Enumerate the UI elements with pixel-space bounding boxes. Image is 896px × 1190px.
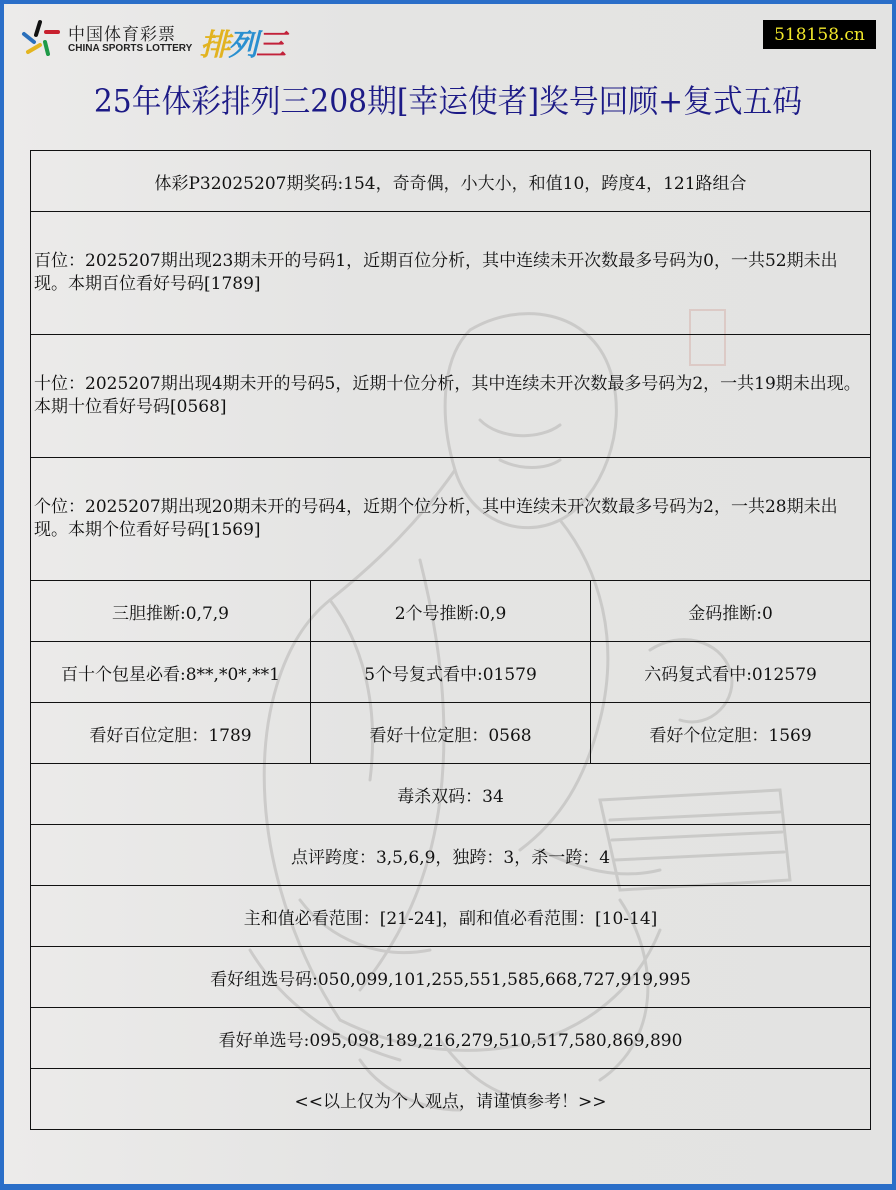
table-row	[31, 947, 871, 1008]
hundreds-fixed-gall: 看好百位定胆：1789	[31, 703, 311, 764]
table-row	[31, 581, 871, 642]
table-row	[31, 151, 871, 212]
two-number-prediction: 2个号推断:0,9	[311, 581, 591, 642]
prediction-table	[30, 150, 871, 1130]
table-row	[31, 458, 871, 581]
lottery-star-icon	[20, 18, 62, 60]
game-name-logo	[200, 20, 284, 64]
table-row	[31, 1069, 871, 1130]
span-review: 点评跨度：3,5,6,9，独跨：3，杀一跨：4	[31, 825, 871, 886]
logo-en-text: CHINA SPORTS LOTTERY	[68, 43, 193, 54]
position-star-picks: 百十个包星必看:8**,*0*,**1	[31, 642, 311, 703]
kill-pair: 毒杀双码：34	[31, 764, 871, 825]
disclaimer: <<以上仅为个人观点，请谨慎参考！>>	[31, 1069, 871, 1130]
game-name-part-1: 排	[200, 28, 228, 63]
table-row	[31, 335, 871, 458]
tens-fixed-gall: 看好十位定胆：0568	[311, 703, 591, 764]
table-row	[31, 642, 871, 703]
three-gall-prediction: 三胆推断:0,7,9	[31, 581, 311, 642]
table-row	[31, 886, 871, 947]
tens-analysis: 十位：2025207期出现4期未开的号码5，近期十位分析，其中连续未开次数最多号码为2，一共19期未出现。本期十位看好号码[0568]	[31, 335, 871, 458]
table-row	[31, 825, 871, 886]
single-picks: 看好单选号:095,098,189,216,279,510,517,580,869,890	[31, 1008, 871, 1069]
header	[0, 0, 896, 70]
table-row	[31, 212, 871, 335]
table-row	[31, 764, 871, 825]
china-sports-lottery-logo	[20, 18, 320, 63]
sum-range: 主和值必看范围：[21-24]，副和值必看范围：[10-14]	[31, 886, 871, 947]
group-picks: 看好组选号码:050,099,101,255,551,585,668,727,919,995	[31, 947, 871, 1008]
logo-cn-text: 中国体育彩票	[68, 25, 176, 45]
five-number-combo: 5个号复式看中:01579	[311, 642, 591, 703]
units-fixed-gall: 看好个位定胆：1569	[591, 703, 871, 764]
units-analysis: 个位：2025207期出现20期未开的号码4，近期个位分析，其中连续未开次数最多号码为2，一共28期未出现。本期个位看好号码[1569]	[31, 458, 871, 581]
game-name-part-3: 三	[256, 28, 284, 63]
six-number-combo: 六码复式看中:012579	[591, 642, 871, 703]
game-name-part-2: 列	[228, 28, 256, 63]
page-title: 25年体彩排列三208期[幸运使者]奖号回顾+复式五码	[93, 82, 803, 120]
table-row	[31, 703, 871, 764]
hundreds-analysis: 百位：2025207期出现23期未开的号码1，近期百位分析，其中连续未开次数最多号码为0，一共52期未出现。本期百位看好号码[1789]	[31, 212, 871, 335]
golden-number-prediction: 金码推断:0	[591, 581, 871, 642]
site-badge: 518158.cn	[763, 20, 876, 49]
draw-summary: 体彩P32025207期奖码:154，奇奇偶，小大小，和值10，跨度4，121路组合	[31, 151, 871, 212]
table-row	[31, 1008, 871, 1069]
